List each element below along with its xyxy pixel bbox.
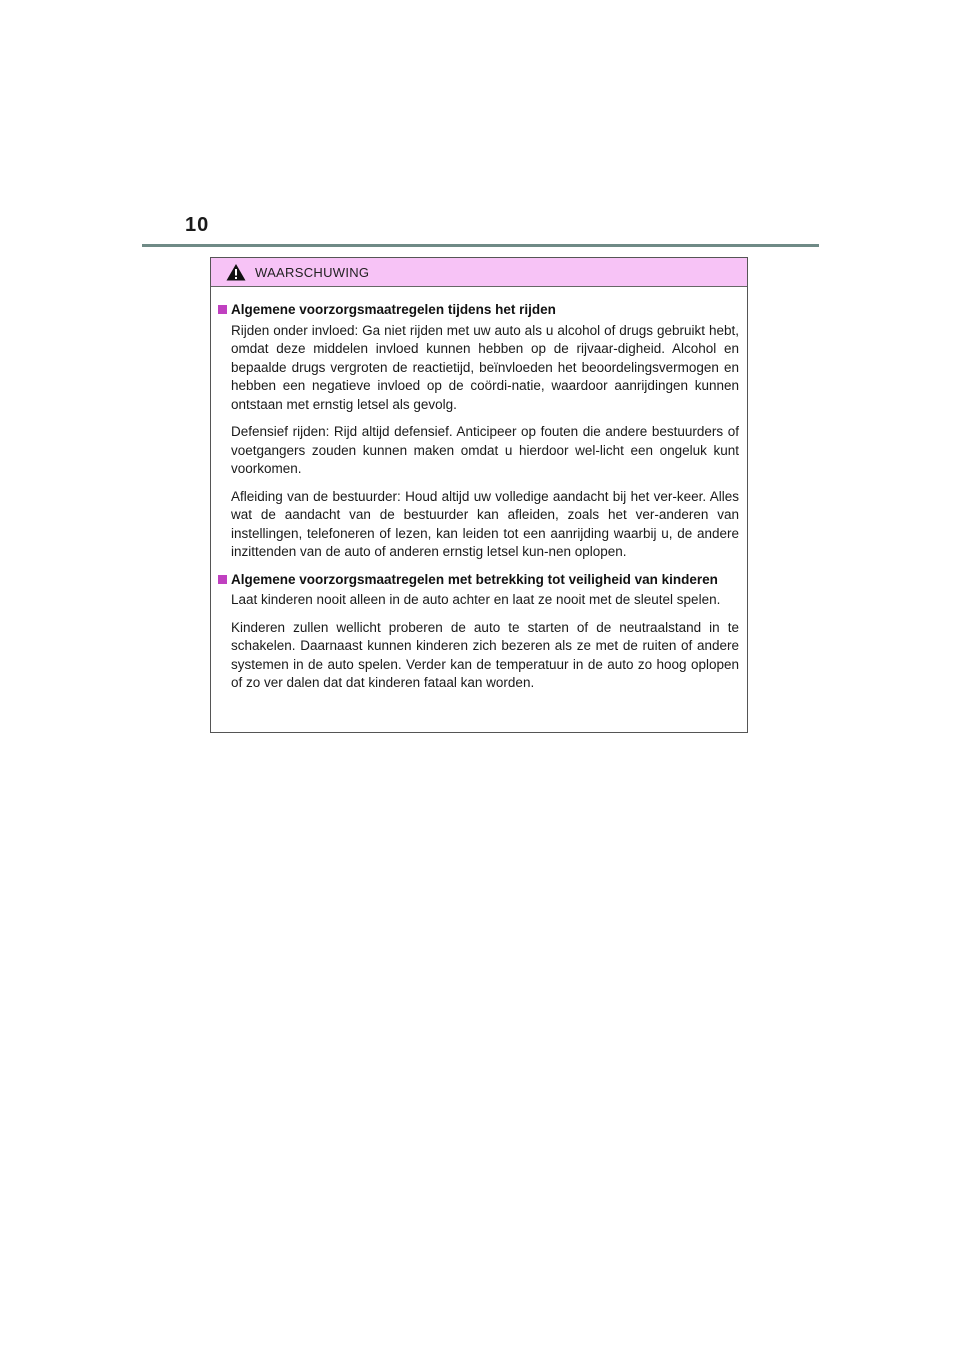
section-heading bbox=[218, 571, 739, 590]
warning-body bbox=[211, 287, 747, 693]
section-children bbox=[218, 571, 739, 693]
paragraph: Kinderen zullen wellicht proberen de auto te starten of de neutraalstand in te schakelen. Daarnaast kunnen kinderen zich bezeren als ze met de ruiten of andere systemen in de auto spelen. Verder kan de temperatuur in de auto zo hoog oplopen of zo ver dalen dat dat kinderen fataal kan worden. bbox=[231, 619, 739, 690]
warning-header bbox=[211, 258, 747, 287]
square-bullet-icon bbox=[218, 575, 227, 584]
page-number: 10 bbox=[185, 214, 210, 236]
warning-triangle-icon bbox=[226, 263, 246, 281]
warning-box bbox=[210, 257, 748, 733]
section-heading-text: Algemene voorzorgsmaatregelen met betrekking tot veiligheid van kinderen bbox=[231, 571, 718, 587]
header-rule bbox=[142, 244, 819, 247]
paragraph: Rijden onder invloed: Ga niet rijden met uw auto als u alcohol of drugs gebruikt hebt, omdat deze middelen invloed kunnen hebben op de rijvaar-digheid. Alcohol en bepaalde drugs vergroten de reactietijd, beïnvloeden het beoordelingsvermogen en hebben een negatieve invloed op de coördi-natie, waardoor aanrijdingen kunnen ontstaan met ernstig letsel als gevolg. bbox=[231, 322, 739, 412]
section-heading-text: Algemene voorzorgsmaatregelen tijdens het rijden bbox=[231, 302, 556, 317]
section-driving bbox=[218, 301, 739, 562]
paragraph: Laat kinderen nooit alleen in de auto achter en laat ze nooit met de sleutel spelen. bbox=[231, 592, 721, 607]
paragraph: Afleiding van de bestuurder: Houd altijd uw volledige aandacht bij het ver-keer. Alles wat de aandacht van de bestuurder kan afleiden, zoals het ver-anderen van instellingen, telefoneren of lezen, kan leiden tot een aanrijding waarbij u, de andere inzittenden van de auto of anderen ernstig letsel kun-nen oplopen. bbox=[231, 488, 739, 559]
warning-title: WAARSCHUWING bbox=[255, 264, 370, 280]
paragraph: Defensief rijden: Rijd altijd defensief. Anticipeer op fouten die andere bestuurders of voetgangers zouden kunnen maken omdat u hierdoor wel-licht een ongeluk kunt voorkomen. bbox=[231, 424, 739, 476]
section-heading bbox=[218, 301, 739, 320]
square-bullet-icon bbox=[218, 305, 227, 314]
